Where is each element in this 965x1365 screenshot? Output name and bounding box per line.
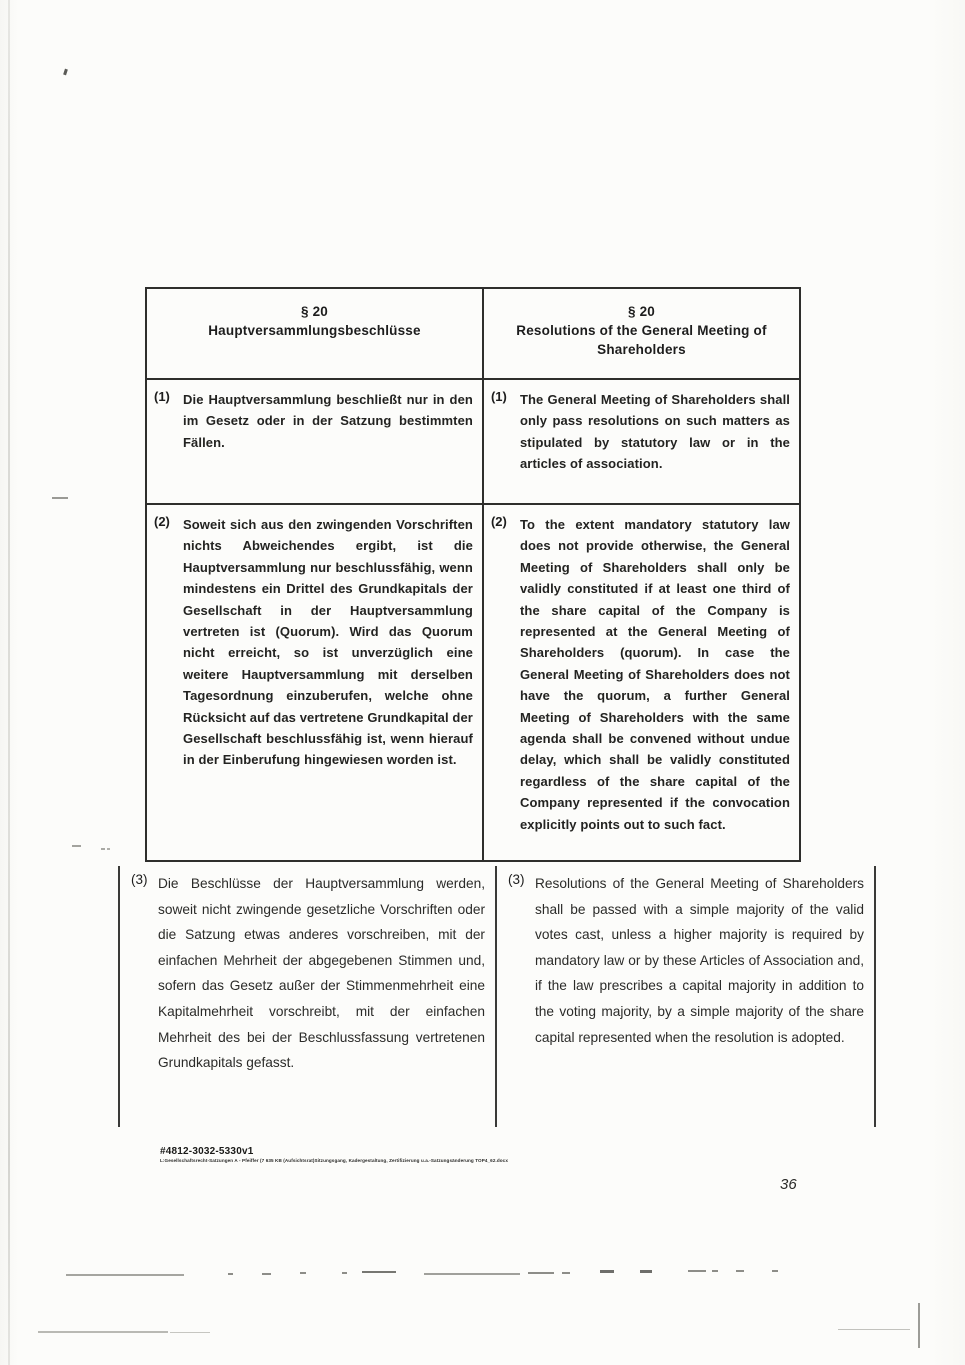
paper-edge-shadow [8,0,10,1365]
scan-dash [688,1270,706,1272]
scan-line [170,1332,210,1333]
scan-dash [772,1270,778,1272]
paragraph-text-en: To the extent mandatory statutory law does not provide otherwise, the General Meeting of Shareholders shall only be validly constituted if at least one third of the share capital of the Company is represented at the General Meeting of Shareholders (quorum). In case the General Meeting of Shareholders does not have the quorum, a further General Meeting of Shareholders with the same agenda shall be convened without undue delay, which shall be validly constituted regardless of the share capital of the Company represented if the convocation explicitly points out to such fact. [519,517,790,832]
scan-dash [528,1272,554,1274]
bilingual-resolution-table [145,287,801,862]
paragraph-1-english [484,380,799,503]
paragraph-text-de: Soweit sich aus den zwingenden Vorschriften nichts Abweichendes ergibt, ist die Hauptversammlung nur beschlussfähig, wenn mindestens ein Drittel des Grundkapitals der Gesellschaft in der Hauptversammlung vertreten ist (Quorum). Wird das Quorum nicht erreicht, so ist unverzüglich eine weitere Hauptversammlung mit derselben Tagesordnung einzuberufen, welche ohne Rücksicht auf das vertretene Grundkapital der Gesellschaft beschlussfähig ist, wenn hierauf in der Einberufung hingewiesen worden ist. [183,517,473,768]
paragraph-number: (3) [131,872,148,887]
file-path-smudge: L:Gesellschaftsrecht-Satzungen A - Pfeiffer (7 635 KB (Aufsichtsrat)Sitzungsgang, Kadergestaltung, Zertifizierung u.a.-Satzungsänderung TOP4_62.docx [160,1157,508,1164]
section-number-en: § 20 [627,304,656,319]
scan-dash [228,1273,233,1275]
paragraph-text-en: The General Meeting of Shareholders shall only pass resolutions on such matters as stipulated by statutory law or in the articles of association. [519,392,790,472]
table-row-paragraph-2 [147,505,799,860]
paragraph-number: (1) [154,389,170,404]
table-row-paragraph-1 [147,380,799,505]
paragraph-number: (2) [154,514,170,529]
header-cell-english [484,289,799,378]
header-cell-german [147,289,484,378]
scan-dash [362,1271,396,1273]
document-footnote [160,1146,590,1163]
scan-dash [262,1273,271,1275]
paragraph-1-german [147,380,484,503]
scan-dash [101,848,105,850]
scan-line [38,1331,168,1333]
section-number-de: § 20 [300,304,329,319]
scan-dash [72,845,81,847]
scan-line [838,1329,910,1330]
scan-dash [640,1270,652,1273]
page-number: 36 [780,1176,797,1193]
paragraph-number: (1) [490,389,507,404]
scan-dash [300,1272,306,1274]
paragraph-2-german [147,505,484,860]
table-header-row [147,289,799,380]
paragraph-text-de: Die Beschlüsse der Hauptversammlung werden, soweit nicht zwingende gesetzliche Vorschriften oder die Satzung etwas anderes vorschreiben, mit der einfachen Mehrheit der abgegebenen Stimmen und, sofern das Gesetz außer der Stimmenmehrheit eine Kapitalmehrheit vorschreibt, mit der einfachen Mehrheit des bei der Beschlussfassung vertretenen Grundkapitals gefasst. [158,876,485,1071]
paragraph-3-english [497,866,874,1127]
scan-dash [712,1270,718,1272]
scan-dash [736,1270,744,1272]
scan-dash [52,497,68,499]
scan-speck [63,69,68,76]
section-title-en: Resolutions of the General Meeting of Shareholders [516,323,767,357]
paragraph-number: (3) [508,872,525,887]
scan-dash [424,1273,520,1275]
scan-dash [107,848,110,850]
table-row-paragraph-3 [118,866,876,1127]
paragraph-text-de: Die Hauptversammlung beschließt nur in den im Gesetz oder in der Satzung bestimmten Fällen. [183,392,473,450]
paragraph-number: (2) [490,514,507,529]
scan-dash [562,1272,570,1274]
paragraph-2-english [484,505,799,860]
scan-dash [600,1270,614,1273]
document-reference-number: #4812-3032-5330v1 [160,1146,254,1157]
paragraph-3-german [120,866,497,1127]
scan-dash [66,1274,184,1276]
scan-line [918,1303,920,1348]
paragraph-text-en: Resolutions of the General Meeting of Shareholders shall be passed with a simple majority of the valid votes cast, unless a higher majority is required by mandatory law or by these Articles of Association and, if the law prescribes a capital majority in addition to the voting majority, by a simple majority of the share capital represented when the resolution is adopted. [535,876,864,1045]
scan-dash [342,1272,347,1274]
section-title-de: Hauptversammlungsbeschlüsse [208,323,421,338]
